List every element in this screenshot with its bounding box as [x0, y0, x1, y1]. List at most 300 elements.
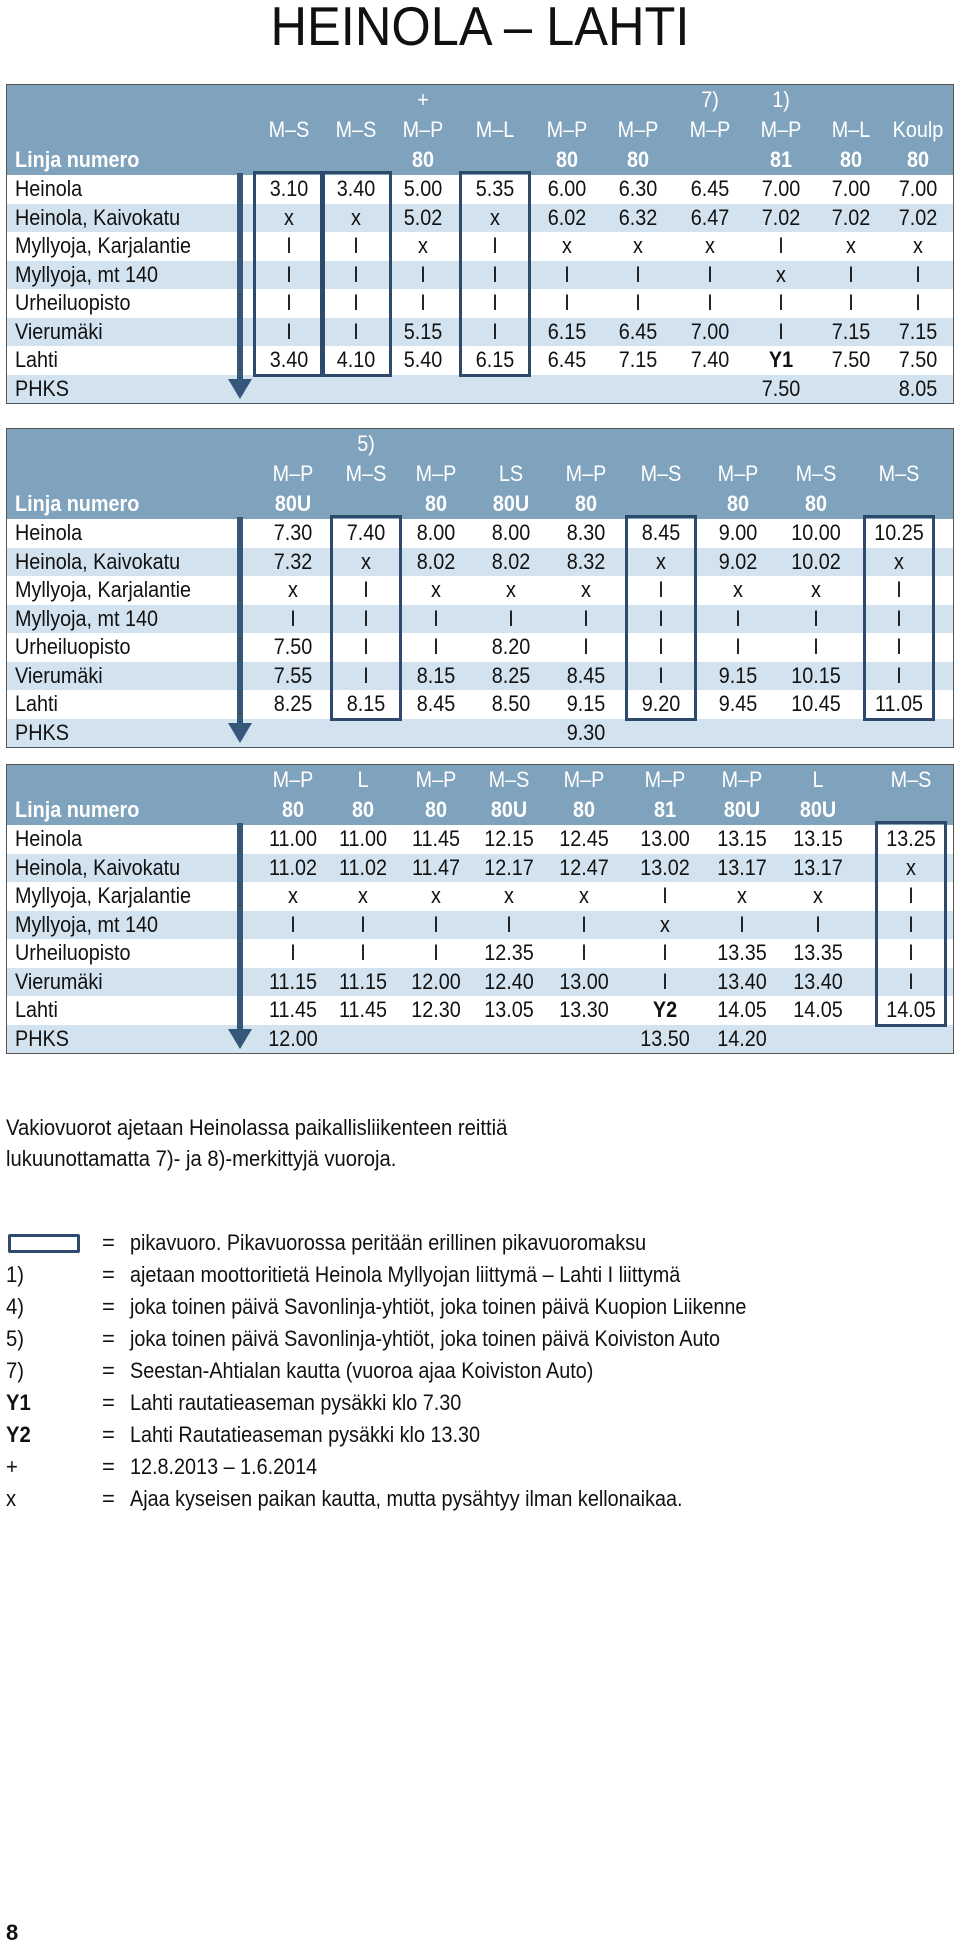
time-cell: 5.15 — [403, 318, 443, 344]
time-cell: 13.02 — [640, 854, 690, 880]
legend-key: 4) — [6, 1294, 24, 1319]
time-cell: I — [707, 290, 713, 315]
legend-text: Lahti Rautatieaseman pysäkki klo 13.30 — [130, 1422, 481, 1447]
stop-name: Heinola — [15, 520, 83, 545]
time-cell: 8.50 — [491, 691, 531, 716]
time-cell: I — [290, 940, 296, 965]
header-line-number: 80 — [281, 797, 305, 822]
time-cell: x — [490, 204, 500, 230]
time-cell: 7.02 — [761, 204, 801, 230]
header-days-row — [7, 765, 953, 795]
table-row — [7, 939, 953, 968]
time-cell: I — [564, 261, 570, 287]
time-cell: 12.30 — [411, 997, 461, 1022]
legend-equals: = — [102, 1294, 115, 1319]
time-cell: I — [848, 290, 854, 315]
time-cell: 10.25 — [874, 520, 924, 545]
header-line-number: 80 — [424, 797, 448, 822]
time-cell: 9.15 — [718, 662, 758, 688]
legend-text: Seestan-Ahtialan kautta (vuoroa ajaa Koiviston Auto) — [130, 1358, 594, 1383]
header-days: M–S — [640, 461, 682, 486]
time-cell: 12.17 — [484, 854, 534, 880]
header-lines-row — [7, 145, 953, 175]
time-cell: x — [361, 548, 371, 574]
legend-row — [6, 1259, 946, 1291]
time-cell: 8.15 — [346, 691, 386, 716]
stop-name: Myllyoja, Karjalantie — [15, 577, 192, 602]
table-row — [7, 854, 953, 883]
time-cell: 8.15 — [416, 662, 456, 688]
time-cell: x — [581, 577, 591, 602]
legend-text: joka toinen päivä Savonlinja-yhtiöt, joka toinen päivä Koiviston Auto — [130, 1326, 720, 1351]
time-cell: 9.15 — [566, 691, 606, 716]
time-cell: x — [733, 577, 743, 602]
time-cell: I — [778, 290, 784, 315]
time-cell: Y1 — [768, 347, 794, 372]
header-days: M–S — [795, 461, 837, 486]
header-line-number: 80U — [490, 797, 528, 822]
time-cell: I — [813, 634, 819, 659]
time-cell: 7.15 — [898, 318, 938, 344]
time-cell: 7.15 — [831, 318, 871, 344]
time-cell: 5.35 — [475, 176, 515, 201]
header-line-number: 80 — [839, 147, 863, 172]
legend-key: Y2 — [6, 1422, 31, 1447]
header-line-number: 80U — [799, 797, 837, 822]
time-cell: 9.02 — [718, 548, 758, 574]
time-cell: I — [492, 318, 498, 344]
time-cell: x — [288, 577, 298, 602]
time-cell: 7.30 — [273, 520, 313, 545]
header-days: M–S — [345, 461, 387, 486]
header-days: M–P — [563, 767, 605, 792]
header-days: M–S — [890, 767, 932, 792]
time-cell: 13.00 — [640, 826, 690, 851]
time-cell: 13.00 — [559, 968, 609, 994]
table-row — [7, 825, 953, 854]
header-days: M–S — [335, 117, 377, 142]
linja-numero-label: Linja numero — [15, 797, 140, 822]
time-cell: I — [908, 968, 914, 994]
time-cell: 11.00 — [268, 826, 318, 851]
time-cell: I — [778, 318, 784, 344]
time-cell: I — [286, 261, 292, 287]
table-row — [7, 911, 953, 940]
time-cell: 13.25 — [886, 826, 936, 851]
time-cell: I — [908, 883, 914, 908]
header-note: 5) — [357, 431, 375, 456]
time-cell: 7.50 — [273, 634, 313, 659]
table-row — [7, 605, 953, 634]
time-cell: I — [583, 605, 589, 631]
time-cell: I — [506, 911, 512, 937]
time-cell: 7.00 — [690, 318, 730, 344]
note-line: Vakiovuorot ajetaan Heinolassa paikallisliikenteen reittiä — [6, 1115, 508, 1140]
time-cell: I — [815, 911, 821, 937]
time-cell: 11.45 — [411, 826, 461, 851]
time-cell: 7.15 — [618, 347, 658, 372]
stop-name: Myllyoja, Karjalantie — [15, 233, 192, 258]
time-cell: 14.05 — [886, 997, 936, 1022]
header-line-number: 80U — [274, 491, 312, 516]
time-cell: I — [353, 318, 359, 344]
linja-numero-label: Linja numero — [15, 147, 140, 172]
time-cell: I — [662, 940, 668, 965]
header-days: M–P — [617, 117, 659, 142]
header-line-number: 80 — [906, 147, 930, 172]
table-header — [7, 429, 953, 519]
time-cell: 13.40 — [793, 968, 843, 994]
time-cell: 11.02 — [268, 854, 318, 880]
header-days: M–S — [488, 767, 530, 792]
stop-name: Myllyoja, Karjalantie — [15, 883, 192, 908]
time-cell: I — [286, 290, 292, 315]
time-cell: x — [633, 233, 643, 258]
header-days: M–P — [272, 461, 314, 486]
table-row — [7, 719, 953, 748]
table-body — [7, 519, 953, 747]
legend-key: x — [6, 1486, 17, 1511]
time-cell: 7.50 — [831, 347, 871, 372]
legend-row — [6, 1419, 946, 1451]
table-row — [7, 662, 953, 691]
time-cell: 6.47 — [690, 204, 730, 230]
table-body — [7, 825, 953, 1053]
time-cell: 10.45 — [791, 691, 841, 716]
time-cell: I — [492, 261, 498, 287]
time-cell: I — [508, 605, 514, 631]
header-days: M–P — [402, 117, 444, 142]
header-note: 7) — [701, 87, 719, 112]
legend-key: Y1 — [6, 1390, 31, 1415]
time-cell: 11.15 — [338, 968, 388, 994]
legend-row — [6, 1451, 946, 1483]
time-cell: x — [418, 233, 428, 258]
time-cell: 13.30 — [559, 997, 609, 1022]
linja-numero-label: Linja numero — [15, 491, 140, 516]
time-cell: 13.17 — [793, 854, 843, 880]
time-cell: x — [811, 577, 821, 602]
time-cell: 12.15 — [484, 826, 534, 851]
time-cell: 6.45 — [618, 318, 658, 344]
legend-key: 1) — [6, 1262, 24, 1287]
time-cell: 4.10 — [336, 347, 376, 372]
time-cell: I — [360, 911, 366, 937]
time-cell: I — [896, 662, 902, 688]
time-cell: 6.02 — [547, 204, 587, 230]
table-row — [7, 289, 953, 318]
time-cell: I — [581, 940, 587, 965]
time-cell: I — [635, 261, 641, 287]
legend-text: joka toinen päivä Savonlinja-yhtiöt, joka toinen päivä Kuopion Liikenne — [130, 1294, 747, 1319]
time-cell: 11.45 — [268, 997, 318, 1022]
legend-text: Ajaa kyseisen paikan kautta, mutta pysähtyy ilman kellonaikaa. — [130, 1486, 683, 1511]
time-cell: I — [581, 911, 587, 937]
time-cell: I — [433, 634, 439, 659]
time-cell: 7.50 — [898, 347, 938, 372]
time-cell: x — [284, 204, 294, 230]
timetable-block-1 — [6, 84, 954, 404]
time-cell: I — [492, 233, 498, 258]
table-row — [7, 204, 953, 233]
time-cell: I — [908, 940, 914, 965]
time-cell: x — [906, 854, 916, 880]
header-days: M–P — [721, 767, 763, 792]
header-line-number: 80 — [572, 797, 596, 822]
time-cell: I — [658, 577, 664, 602]
page-title: HEINOLA – LAHTI — [270, 0, 690, 57]
time-cell: Y2 — [652, 997, 678, 1022]
table-row — [7, 690, 953, 719]
header-days: Koulp — [892, 117, 944, 142]
time-cell: x — [656, 548, 666, 574]
time-cell: 7.55 — [273, 662, 313, 688]
time-cell: 12.00 — [268, 1025, 318, 1051]
time-cell: x — [846, 233, 856, 258]
legend-key: + — [6, 1454, 18, 1479]
time-cell: I — [778, 233, 784, 258]
time-cell: 10.02 — [791, 548, 841, 574]
legend-text: pikavuoro. Pikavuorossa peritään erillinen pikavuoromaksu — [130, 1230, 647, 1255]
time-cell: 10.00 — [791, 520, 841, 545]
header-notes-row — [7, 85, 953, 115]
time-cell: 11.00 — [338, 826, 388, 851]
time-cell: x — [562, 233, 572, 258]
legend-equals: = — [102, 1390, 115, 1415]
time-cell: 13.35 — [793, 940, 843, 965]
time-cell: I — [363, 662, 369, 688]
time-cell: x — [705, 233, 715, 258]
header-days-row — [7, 115, 953, 145]
header-lines-row — [7, 489, 953, 519]
header-line-number: 80 — [411, 147, 435, 172]
time-cell: 7.02 — [831, 204, 871, 230]
time-cell: 8.00 — [491, 520, 531, 545]
time-cell: I — [286, 233, 292, 258]
time-cell: 6.15 — [475, 347, 515, 372]
time-cell: I — [896, 605, 902, 631]
time-cell: 11.15 — [268, 968, 318, 994]
time-cell: 7.50 — [761, 375, 801, 401]
time-cell: I — [635, 290, 641, 315]
time-cell: 14.05 — [717, 997, 767, 1022]
time-cell: 12.40 — [484, 968, 534, 994]
time-cell: 9.30 — [566, 719, 606, 745]
time-cell: 8.02 — [491, 548, 531, 574]
time-cell: I — [353, 290, 359, 315]
table-row — [7, 318, 953, 347]
table-row — [7, 633, 953, 662]
time-cell: 8.02 — [416, 548, 456, 574]
legend-row — [6, 1323, 946, 1355]
time-cell: x — [813, 883, 823, 908]
header-days: LS — [498, 461, 524, 486]
stop-name: Myllyoja, mt 140 — [15, 261, 159, 287]
time-cell: x — [660, 911, 670, 937]
header-days: M–P — [689, 117, 731, 142]
time-cell: 11.02 — [338, 854, 388, 880]
time-cell: x — [358, 883, 368, 908]
time-cell: x — [913, 233, 923, 258]
time-cell: 8.30 — [566, 520, 606, 545]
time-cell: 14.05 — [793, 997, 843, 1022]
timetable-block-2 — [6, 428, 954, 748]
time-cell: 7.32 — [273, 548, 313, 574]
table-row — [7, 519, 953, 548]
stop-name: Myllyoja, mt 140 — [15, 911, 159, 937]
table-row — [7, 548, 953, 577]
time-cell: 7.00 — [761, 176, 801, 201]
header-line-number: 80U — [492, 491, 530, 516]
header-line-number: 80 — [574, 491, 598, 516]
time-cell: I — [915, 290, 921, 315]
stop-name: Heinola — [15, 826, 83, 851]
stop-name: Heinola, Kaivokatu — [15, 854, 181, 880]
stop-name: Urheiluopisto — [15, 634, 131, 659]
time-cell: x — [776, 261, 786, 287]
header-days: M–P — [717, 461, 759, 486]
time-cell: 7.00 — [898, 176, 938, 201]
time-cell: 9.00 — [718, 520, 758, 545]
legend-text: 12.8.2013 – 1.6.2014 — [130, 1454, 318, 1479]
time-cell: I — [564, 290, 570, 315]
time-cell: I — [420, 290, 426, 315]
time-cell: I — [662, 968, 668, 994]
stop-name: Heinola — [15, 176, 83, 201]
time-cell: 11.05 — [874, 691, 924, 716]
stop-name: Lahti — [15, 997, 58, 1022]
notes-text — [6, 1112, 906, 1174]
table-row — [7, 232, 953, 261]
time-cell: 13.15 — [793, 826, 843, 851]
legend-equals: = — [102, 1230, 115, 1255]
time-cell: 6.00 — [547, 176, 587, 201]
legend-text: ajetaan moottoritietä Heinola Myllyojan liittymä – Lahti I liittymä — [130, 1262, 681, 1287]
time-cell: x — [894, 548, 904, 574]
stop-name: PHKS — [15, 375, 69, 401]
time-cell: 6.30 — [618, 176, 658, 201]
time-cell: 12.47 — [559, 854, 609, 880]
time-cell: I — [915, 261, 921, 287]
time-cell: 12.00 — [411, 968, 461, 994]
time-cell: x — [351, 204, 361, 230]
time-cell: 6.45 — [690, 176, 730, 201]
header-line-number: 81 — [769, 147, 793, 172]
time-cell: 6.45 — [547, 347, 587, 372]
table-header — [7, 85, 953, 175]
time-cell: x — [579, 883, 589, 908]
header-line-number: 80 — [726, 491, 750, 516]
legend-row — [6, 1355, 946, 1387]
time-cell: 13.50 — [640, 1025, 690, 1051]
time-cell: x — [431, 577, 441, 602]
time-cell: 8.32 — [566, 548, 606, 574]
header-days: M–L — [831, 117, 871, 142]
table-row — [7, 996, 953, 1025]
legend-equals: = — [102, 1454, 115, 1479]
time-cell: 8.25 — [273, 691, 313, 716]
table-row — [7, 261, 953, 290]
time-cell: I — [433, 940, 439, 965]
time-cell: 8.05 — [898, 375, 938, 401]
time-cell: 8.45 — [641, 520, 681, 545]
time-cell: I — [707, 261, 713, 287]
table-row — [7, 576, 953, 605]
table-row — [7, 968, 953, 997]
time-cell: I — [908, 911, 914, 937]
time-cell: I — [353, 233, 359, 258]
stop-name: Vierumäki — [15, 318, 103, 344]
stop-name: Heinola, Kaivokatu — [15, 204, 181, 230]
time-cell: 6.32 — [618, 204, 658, 230]
header-days: M–P — [415, 767, 457, 792]
time-cell: I — [420, 261, 426, 287]
time-cell: 12.35 — [484, 940, 534, 965]
legend-row — [6, 1291, 946, 1323]
legend-equals: = — [102, 1486, 115, 1511]
time-cell: I — [433, 911, 439, 937]
time-cell: 6.15 — [547, 318, 587, 344]
time-cell: I — [360, 940, 366, 965]
time-cell: I — [739, 911, 745, 937]
table-row — [7, 175, 953, 204]
time-cell: I — [735, 605, 741, 631]
time-cell: I — [363, 577, 369, 602]
stop-name: PHKS — [15, 719, 69, 745]
time-cell: I — [896, 634, 902, 659]
time-cell: 8.00 — [416, 520, 456, 545]
table-body — [7, 175, 953, 403]
header-days: M–S — [268, 117, 310, 142]
time-cell: 9.45 — [718, 691, 758, 716]
header-notes-row — [7, 429, 953, 459]
time-cell: I — [662, 883, 668, 908]
time-cell: I — [583, 634, 589, 659]
time-cell: I — [363, 605, 369, 631]
header-line-number: 80 — [804, 491, 828, 516]
header-days: M–P — [565, 461, 607, 486]
time-cell: 3.10 — [269, 176, 309, 201]
time-cell: 8.20 — [491, 634, 531, 659]
header-days: M–P — [272, 767, 314, 792]
time-cell: 13.35 — [717, 940, 767, 965]
page-number: 8 — [6, 1920, 19, 1945]
time-cell: 9.20 — [641, 691, 681, 716]
header-days: M–L — [475, 117, 515, 142]
time-cell: I — [658, 605, 664, 631]
time-cell: 13.17 — [717, 854, 767, 880]
time-cell: 11.45 — [338, 997, 388, 1022]
stop-name: Lahti — [15, 691, 58, 716]
time-cell: 7.02 — [898, 204, 938, 230]
legend-equals: = — [102, 1326, 115, 1351]
time-cell: 13.40 — [717, 968, 767, 994]
header-days: M–S — [878, 461, 920, 486]
header-days: M–P — [644, 767, 686, 792]
header-days: M–P — [546, 117, 588, 142]
stop-name: Heinola, Kaivokatu — [15, 548, 181, 574]
time-cell: x — [506, 577, 516, 602]
header-lines-row — [7, 795, 953, 825]
header-note: + — [417, 87, 429, 112]
time-cell: 5.02 — [403, 204, 443, 230]
legend-key: 7) — [6, 1358, 24, 1383]
stop-name: Vierumäki — [15, 662, 103, 688]
time-cell: I — [658, 634, 664, 659]
legend-row-pikavuoro — [6, 1227, 946, 1259]
time-cell: 13.05 — [484, 997, 534, 1022]
stop-name: Vierumäki — [15, 968, 103, 994]
